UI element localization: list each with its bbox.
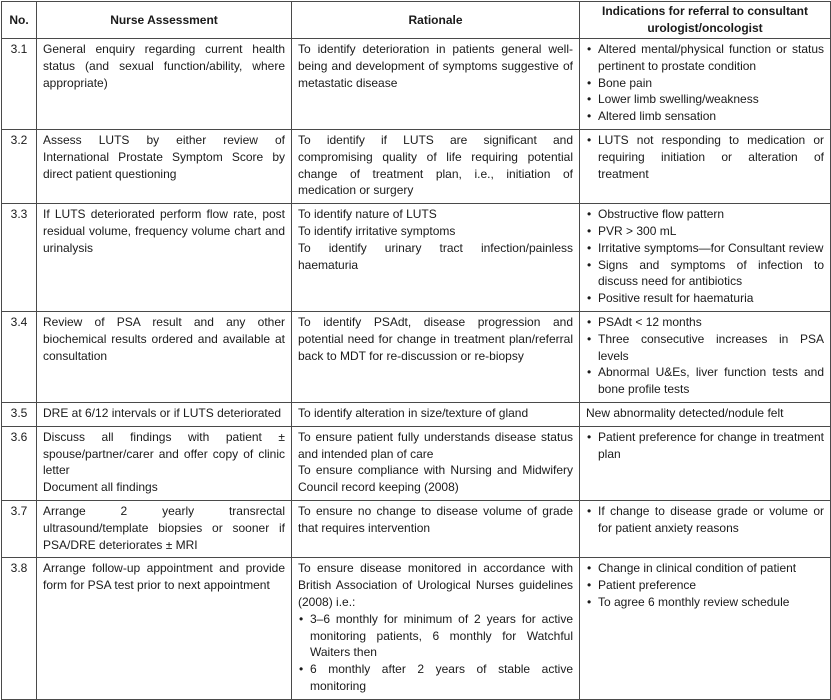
assessment-text: Discuss all findings with patient ± spouse/partner/carer and offer copy of clinic letter <box>43 429 285 478</box>
row-number: 3.2 <box>2 129 37 203</box>
rationale-text: To identify if LUTS are significant and compromising quality of life requiring potential change of treatment plan, i.e., initiation of medication or surgery <box>298 132 573 198</box>
rationale-cell <box>292 311 580 402</box>
rationale-bullet: • 6 monthly after 2 years of stable active monitoring <box>298 661 573 695</box>
table-row <box>2 426 831 500</box>
indication-bullet: • Positive result for haematuria <box>586 290 824 307</box>
rationale-cell <box>292 39 580 130</box>
indication-bullet: • Patient preference <box>586 577 824 594</box>
indication-bullet: • PSAdt < 12 months <box>586 314 824 331</box>
rationale-cell <box>292 402 580 426</box>
indication-bullet: • Change in clinical condition of patient <box>586 560 824 577</box>
indication-bullet: • Altered mental/physical function or status pertinent to prostate condition <box>586 41 824 75</box>
nurse-assessment-cell <box>37 204 292 312</box>
rationale-text: To identify PSAdt, disease progression and potential need for change in treatment plan/referral back to MDT for re-discussion or re-biopsy <box>298 314 573 363</box>
indications-cell <box>580 129 831 203</box>
table-row <box>2 204 831 312</box>
indication-bullet: • Abnormal U&Es, liver function tests and bone profile tests <box>586 364 824 398</box>
nurse-assessment-cell <box>37 500 292 557</box>
table-row <box>2 402 831 426</box>
nurse-assessment-cell <box>37 129 292 203</box>
rationale-text: To ensure no change to disease volume of grade that requires intervention <box>298 503 573 535</box>
indication-text: New abnormality detected/nodule felt <box>586 405 784 420</box>
table-row <box>2 558 831 699</box>
indications-cell <box>580 311 831 402</box>
table-row <box>2 311 831 402</box>
nurse-assessment-cell <box>37 426 292 500</box>
header-no: No. <box>2 2 37 39</box>
assessment-text: If LUTS deteriorated perform flow rate, post residual volume, frequency volume chart and urinalysis <box>43 207 285 255</box>
rationale-text: To ensure patient fully understands disease status and intended plan of care <box>298 429 573 461</box>
row-number: 3.5 <box>2 402 37 426</box>
indication-bullet: • Patient preference for change in treatment plan <box>586 429 824 463</box>
nurse-assessment-cell <box>37 311 292 402</box>
indications-cell <box>580 558 831 699</box>
rationale-text: To ensure disease monitored in accordance with British Association of Urological Nurses guidelines (2008) i.e.: <box>298 561 573 609</box>
row-number: 3.7 <box>2 500 37 557</box>
indications-cell <box>580 402 831 426</box>
indications-cell <box>580 39 831 130</box>
rationale-text: To identify irritative symptoms <box>298 223 456 238</box>
header-indications: Indications for referral to consultant urologist/oncologist <box>580 2 831 39</box>
header-rationale: Rationale <box>292 2 580 39</box>
nurse-assessment-cell <box>37 402 292 426</box>
indication-bullet: • Lower limb swelling/weakness <box>586 91 824 108</box>
row-number: 3.8 <box>2 558 37 699</box>
header-row <box>2 2 831 39</box>
assessment-text: Arrange follow-up appointment and provide form for PSA test prior to next appointment <box>43 561 285 593</box>
row-number: 3.3 <box>2 204 37 312</box>
indication-bullet: • PVR > 300 mL <box>586 223 824 240</box>
assessment-table <box>1 1 831 700</box>
table-row <box>2 500 831 557</box>
rationale-text: To identify nature of LUTS <box>298 207 437 222</box>
indication-bullet: • Bone pain <box>586 75 824 92</box>
rationale-text: To identify alteration in size/texture of gland <box>298 405 529 420</box>
rationale-cell <box>292 426 580 500</box>
rationale-text: To identify deterioration in patients general well-being and development of symptoms suggestive of metastatic disease <box>298 42 573 90</box>
table-body <box>2 39 831 700</box>
assessment-text: Review of PSA result and any other biochemical results ordered and available at consultation <box>43 314 285 363</box>
row-number: 3.4 <box>2 311 37 402</box>
table-row <box>2 129 831 203</box>
assessment-text: Document all findings <box>43 480 158 495</box>
indication-bullet: • Irritative symptoms—for Consultant review <box>586 240 824 257</box>
indication-bullet: • To agree 6 monthly review schedule <box>586 594 824 611</box>
header-nurse-assessment: Nurse Assessment <box>37 2 292 39</box>
nurse-assessment-cell <box>37 39 292 130</box>
rationale-bullet: • 3–6 monthly for minimum of 2 years for active monitoring patients, 6 monthly for Watchful Waiters then <box>298 611 573 661</box>
indication-bullet: • If change to disease grade or volume or for patient anxiety reasons <box>586 503 824 537</box>
indications-cell <box>580 426 831 500</box>
rationale-cell <box>292 558 580 699</box>
rationale-cell <box>292 500 580 557</box>
rationale-text: To identify urinary tract infection/painless haematuria <box>298 240 573 272</box>
rationale-cell <box>292 129 580 203</box>
assessment-text: Assess LUTS by either review of International Prostate Symptom Score by direct patient questioning <box>43 132 285 181</box>
indications-cell <box>580 500 831 557</box>
indication-bullet: • Signs and symptoms of infection to discuss need for antibiotics <box>586 257 824 291</box>
rationale-cell <box>292 204 580 312</box>
assessment-text: General enquiry regarding current health status (and sexual function/ability, where appropriate) <box>43 42 285 90</box>
nurse-assessment-cell <box>37 558 292 699</box>
rationale-text: To ensure compliance with Nursing and Midwifery Council record keeping (2008) <box>298 463 573 495</box>
assessment-text: DRE at 6/12 intervals or if LUTS deteriorated <box>43 405 282 420</box>
assessment-text: Arrange 2 yearly transrectal ultrasound/template biopsies or sooner if PSA/DRE deteriorates ± MRI <box>43 503 285 552</box>
row-number: 3.1 <box>2 39 37 130</box>
table-row <box>2 39 831 130</box>
indication-bullet: • Altered limb sensation <box>586 108 824 125</box>
row-number: 3.6 <box>2 426 37 500</box>
indication-bullet: • Three consecutive increases in PSA levels <box>586 331 824 365</box>
indication-bullet: • Obstructive flow pattern <box>586 206 824 223</box>
indications-cell <box>580 204 831 312</box>
indication-bullet: • LUTS not responding to medication or requiring initiation or alteration of treatment <box>586 132 824 182</box>
